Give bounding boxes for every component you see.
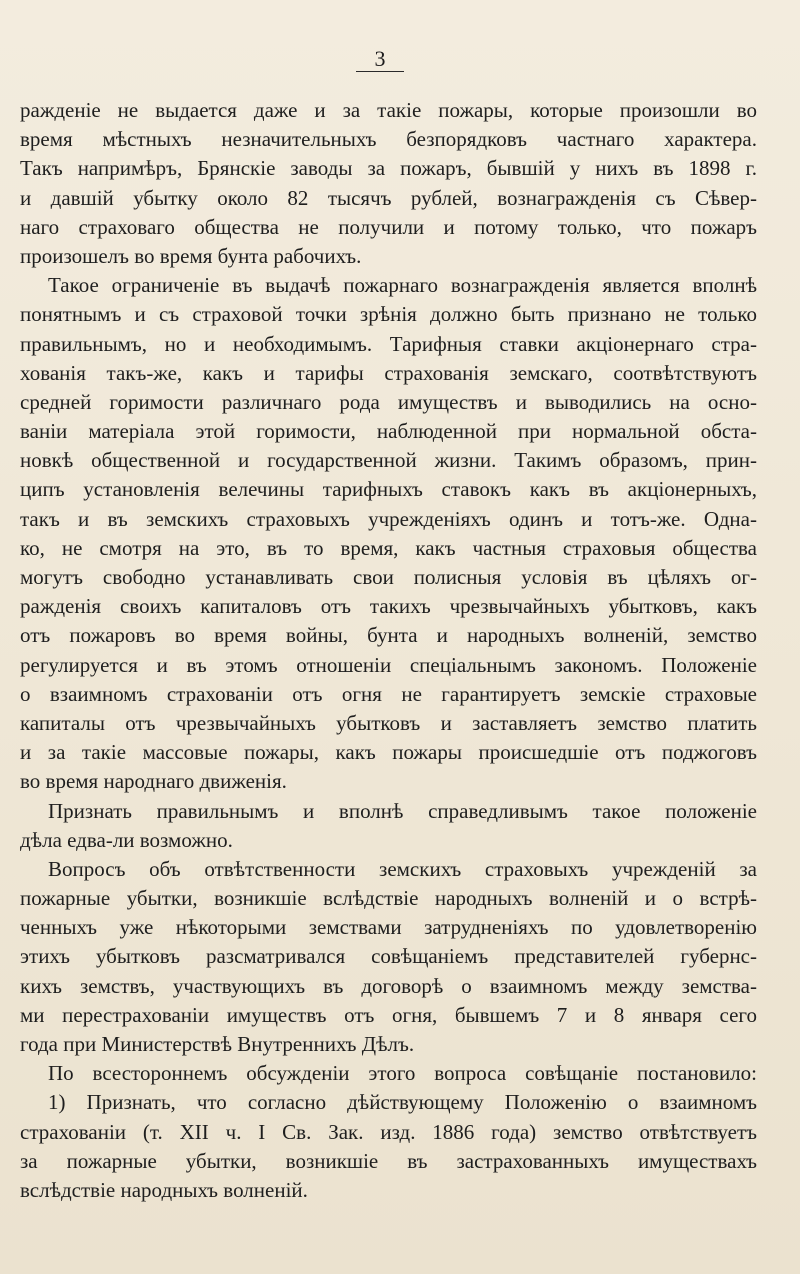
page-number: 3 (374, 46, 386, 71)
text-line: ченныхъ уже нѣкоторыми земствами затрудненіяхъ по удовлетворенію (20, 915, 757, 940)
text-line: Такое ограниченіе въ выдачѣ пожарнаго вознагражденія является вполнѣ (48, 273, 757, 298)
text-line: средней горимости различнаго рода имуществъ и выводились на осно- (20, 389, 757, 414)
text-line: пожарные убытки, возникшіе вслѣдствіе народныхъ волненій и о встрѣ- (20, 886, 757, 911)
text-line: понятнымъ и съ страховой точки зрѣнія должно быть признано не только (20, 302, 757, 327)
text-line: хованія такъ-же, какъ и тарифы страхованія земскаго, соотвѣтствуютъ (20, 360, 757, 385)
text-line: ваніи матеріала этой горимости, наблюденной при нормальной обста- (20, 419, 757, 444)
text-line: 1) Признать, что согласно дѣйствующему Положенію о взаимномъ (48, 1090, 757, 1115)
text-line: правильнымъ, но и необходимымъ. Тарифныя ставки акціонернаго стра- (20, 331, 757, 356)
text-line: ми перестрахованіи имуществъ отъ огня, бывшемъ 7 и 8 января сего (20, 1002, 757, 1027)
text-line: дѣла едва-ли возможно. (20, 827, 233, 852)
text-line: наго страховаго общества не получили и потому только, что пожаръ (20, 214, 757, 239)
text-line: ципъ установленія велечины тарифныхъ ставокъ какъ въ акціонерныхъ, (20, 477, 757, 502)
text-line: произошелъ во время бунта рабочихъ. (20, 243, 362, 268)
page-number-rule (356, 71, 404, 72)
text-line: вслѣдствіе народныхъ волненій. (20, 1177, 308, 1202)
text-line: капиталы отъ чрезвычайныхъ убытковъ и заставляетъ земство платить (20, 710, 757, 735)
text-line: и давшій убытку около 82 тысячъ рублей, вознагражденія съ Сѣвер- (20, 185, 757, 210)
text-line: года при Министерствѣ Внутреннихъ Дѣлъ. (20, 1032, 415, 1056)
text-line: во время народнаго движенія. (20, 769, 287, 794)
text-line: По всестороннемъ обсужденіи этого вопроса совѣщаніе постановило: (48, 1061, 757, 1086)
text-line: страхованіи (т. XII ч. I Св. Зак. изд. 1886 года) земство отвѣтствуетъ (20, 1119, 757, 1144)
text-line: ражденіе не выдается даже и за такіе пожары, которые произошли во (20, 98, 757, 122)
text-line: Такъ напримѣръ, Брянскіе заводы за пожаръ, бывшій у нихъ въ 1898 г. (20, 156, 757, 181)
text-line: отъ пожаровъ во время войны, бунта и народныхъ волненій, земство (20, 623, 757, 648)
text-line: такъ и въ земскихъ страховыхъ учрежденіяхъ одинъ и тотъ-же. Одна- (20, 506, 757, 531)
text-line: могутъ свободно устанавливать свои полисныя условія въ цѣляхъ ог- (20, 565, 757, 589)
body-text (20, 96, 757, 1205)
text-line: Признать правильнымъ и вполнѣ справедливымъ такое положеніе (48, 798, 757, 823)
text-line: ражденія своихъ капиталовъ отъ такихъ чрезвычайныхъ убытковъ, какъ (20, 594, 757, 619)
text-line: новкѣ общественной и государственной жизни. Такимъ образомъ, прин- (20, 448, 757, 473)
text-line: за пожарные убытки, возникшіе въ застрахованныхъ имуществахъ (20, 1148, 757, 1173)
text-line: и за такіе массовые пожары, какъ пожары происшедшіе отъ поджоговъ (20, 740, 757, 765)
text-line: регулируется и въ этомъ отношеніи спеціальнымъ закономъ. Положеніе (20, 652, 757, 677)
text-line: время мѣстныхъ незначительныхъ безпорядковъ частнаго характера. (20, 127, 757, 152)
text-line: о взаимномъ страхованіи отъ огня не гарантируетъ земскіе страховые (20, 681, 757, 706)
text-line: ко, не смотря на это, въ то время, какъ частныя страховыя общества (20, 535, 757, 560)
text-line: Вопросъ объ отвѣтственности земскихъ страховыхъ учрежденій за (48, 856, 757, 881)
text-line: кихъ земствъ, участвующихъ въ договорѣ о взаимномъ между земства- (20, 973, 757, 998)
text-line: этихъ убытковъ разсматривался совѣщаніемъ представителей губернс- (20, 944, 757, 969)
